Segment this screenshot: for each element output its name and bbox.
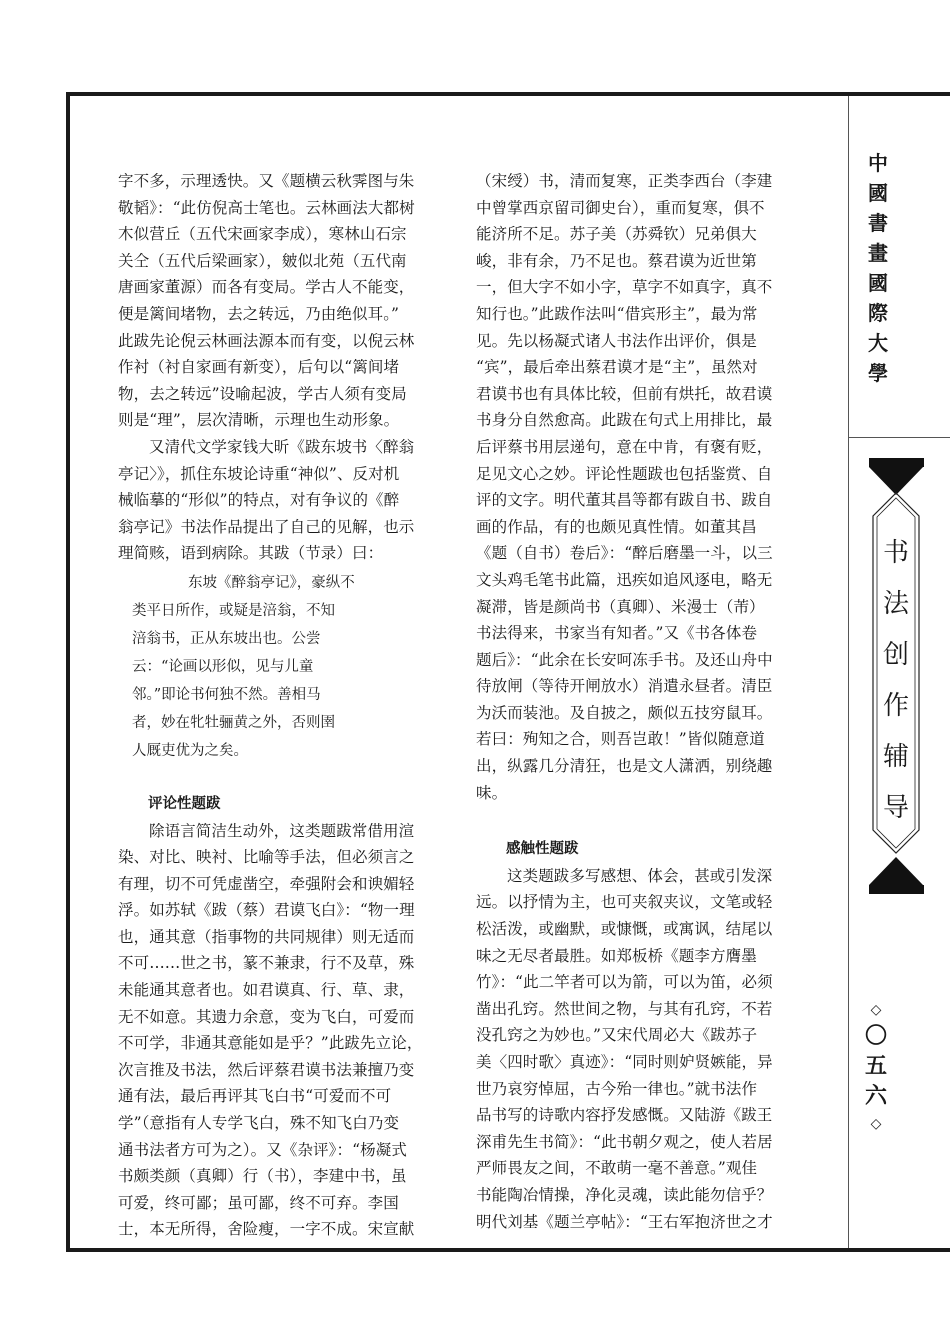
text-line: 敬韬》：“此仿倪高士笔也。云林画法大都树	[118, 198, 415, 217]
text-line: 《题（自书）卷后》：“醉后磨墨一斗，以三	[476, 544, 773, 563]
text-line: 远。以抒情为主，也可夹叙夹议，文笔或轻	[476, 893, 773, 912]
text-line: 士，本无所得，舍险瘦，一字不成。宋宣献	[118, 1220, 415, 1239]
text-line: 字不多，示理透快。又《题横云秋霁图与朱	[118, 172, 415, 190]
left-column	[118, 168, 440, 1243]
text-line: 美〈四时歌〉真迹》：“同时则妒贤嫉能，异	[476, 1053, 773, 1071]
section-heading-emotion: 感触性题跋	[506, 841, 579, 858]
text-line: 又清代文学家钱大昕《跋东坡书〈醉翁	[149, 437, 415, 456]
right-paragraph-1	[476, 168, 798, 806]
text-line: 学”（意指有人专学飞白，殊不知飞白乃变	[118, 1114, 400, 1133]
publisher-char: 學	[868, 361, 888, 385]
text-line: 足见文心之妙。评论性题跋也包括鉴赏、自	[476, 464, 773, 483]
text-line: 通有法，最后再评其飞白书“可爱而不可	[118, 1087, 392, 1106]
section-char: 导	[882, 793, 909, 823]
text-line: 凿出孔窍。然世间之物，与其有孔窍，不若	[476, 999, 773, 1018]
text-line: 则是“理”，层次清晰，示理也生动形象。	[118, 411, 400, 430]
text-line: 明代刘基《题兰亭帖》：“王右军抱济世之才	[476, 1212, 773, 1231]
page-number	[858, 998, 894, 1136]
banner-top-bar	[869, 458, 924, 467]
text-line: 此跋先论倪云林画法源本而有变，以倪云林	[118, 331, 415, 350]
text-line: 这类题跋多写感想、体会，甚或引发深	[507, 866, 773, 885]
text-line: 通书法者方可为之）。又《杂评》：“杨凝式	[118, 1140, 407, 1159]
section-char: 法	[882, 589, 909, 619]
text-line: 作衬（衬自家画有新变），后句以“篱间堵	[118, 358, 400, 377]
banner-bottom-bar	[869, 885, 924, 894]
text-line: 松活泼，或幽默，或慷慨，或寓讽，结尾以	[476, 920, 773, 939]
text-line: 评的文字。明代董其昌等都有跋自书、跋自	[476, 491, 773, 510]
text-line: 类平日所作，或疑是涪翁，不知	[132, 602, 335, 619]
publisher-vertical-title	[858, 148, 898, 388]
text-line: 便是篱间堵物，去之转远，乃由绝似耳。”	[118, 304, 400, 323]
text-line: 有理，切不可凭虚凿空，牵强附会和谀媚轻	[118, 874, 415, 893]
text-line: 凝滞，皆是颜尚书（真卿）、米漫士（芾）	[476, 597, 765, 616]
text-line: 翁亭记》书法作品提出了自己的见解，也示	[118, 517, 415, 536]
text-line: 书颇类颜（真卿）行（书），李建中书，虽	[118, 1167, 407, 1186]
text-line: 知行也。”此跋作法叫“借宾形主”，最为常	[476, 304, 758, 323]
text-line: 君谟书也有具体比较，但前有烘托，故君谟	[476, 384, 773, 403]
section-banner	[872, 492, 920, 854]
publisher-char: 書	[868, 211, 888, 235]
text-line: 一，但大字不如小字，草字不如真字，真不	[476, 278, 773, 297]
text-line: 械临摹的“形似”的特点，对有争议的《醉	[118, 491, 400, 510]
text-line: 画的作品，有的也颇见真性情。如董其昌	[476, 517, 757, 536]
text-line: 不可学，非通其意能如是乎？”此跋先立论，	[118, 1034, 423, 1053]
text-line: 为沃而装池。及自披之，颇似五技穷鼠耳。	[476, 703, 773, 722]
text-line: 可爱，终可鄙；虽可鄙，终不可弃。李国	[118, 1193, 399, 1212]
diamond-icon: ◇	[870, 1116, 882, 1132]
publisher-char: 國	[868, 181, 888, 205]
right-paragraph-2	[476, 863, 798, 1235]
section-char: 创	[882, 640, 909, 670]
text-line: 未能通其意者也。如君谟真、行、草、隶，	[118, 981, 415, 1000]
left-paragraph-3	[118, 818, 440, 1244]
left-quote-block	[118, 569, 440, 765]
text-line: 木似营丘（五代宋画家李成），寒林山石宗	[118, 225, 407, 244]
text-line: 亭记〉》，抓住东坡论诗重“神似”、反对机	[118, 464, 400, 483]
page-number-char: 五	[864, 1054, 887, 1079]
sidebar-separator	[848, 437, 950, 438]
text-line: 严师畏友之间，不敢萌一毫不善意。”观佳	[476, 1159, 758, 1178]
text-line: 不可……世之书，篆不兼隶，行不及草，殊	[118, 954, 415, 973]
text-line: 云：“论画以形似，见与儿童	[132, 658, 314, 675]
text-line: 唐画家董源）而各有变局。学古人不能变，	[118, 278, 415, 297]
text-line: 味之无尽者最胜。如郑板桥《题李方膺墨	[476, 946, 757, 965]
text-line: 书能陶冶情操，净化灵魂，读此能勿信乎？	[476, 1185, 773, 1204]
text-line: 文头鸡毛笔书此篇，迅疾如追风逐电，略无	[476, 570, 773, 589]
text-line: 品书写的诗歌内容抒发感慨。又陆游《跋王	[476, 1106, 773, 1125]
text-line: “宾”，最后牵出蔡君谟才是“主”，虽然对	[476, 358, 758, 377]
section-char: 书	[882, 538, 909, 568]
text-line: 理简赅，语到病除。其跋（节录）曰：	[118, 544, 384, 563]
text-line: 东坡《醉翁亭记》，豪纵不	[188, 574, 355, 591]
diamond-icon: ◇	[870, 1002, 882, 1018]
banner-top-triangle	[869, 467, 923, 495]
text-line: 者，妙在牝牡骊黄之外，否则圉	[132, 714, 335, 731]
text-line: 浮。如苏轼《跋（蔡）君谟飞白》：“物一理	[118, 901, 415, 920]
publisher-char: 際	[868, 301, 888, 325]
page-number-char: 六	[864, 1084, 887, 1109]
section-char: 作	[882, 691, 909, 721]
text-line: 味。	[476, 783, 508, 802]
text-line: 世乃哀穷悼屈，古今殆一律也。”就书法作	[476, 1079, 758, 1098]
text-line: 书身分自然愈高。此跋在句式上用排比，最	[476, 411, 773, 430]
text-line: 邻。”即论书何独不然。善相马	[132, 686, 321, 703]
text-line: 无不如意。其遗力余意，变为飞白，可爱而	[118, 1007, 415, 1026]
text-line: 染、对比、映衬、比喻等手法，但必须言之	[118, 848, 415, 867]
text-line: 人厩吏优为之矣。	[132, 742, 248, 759]
text-line: 出，纵露几分清狂，也是文人潇洒，别绕趣	[476, 757, 773, 776]
text-line: 关仝（五代后梁画家），皴似北苑（五代南	[118, 251, 407, 270]
text-line: 见。先以杨凝式诸人书法作出评价，俱是	[476, 331, 757, 350]
text-line: 后评蔡书用层递句，意在中肯，有褒有贬，	[476, 437, 773, 456]
text-line: 竹》：“此二竿者可以为箭，可以为笛，必须	[476, 973, 773, 992]
left-paragraph-1	[118, 168, 440, 434]
text-line: 书法得来，书家当有知者。”又《书各体卷	[476, 624, 758, 643]
text-line: 次言推及书法，然后评蔡君谟书法兼擅乃变	[118, 1060, 415, 1079]
text-line: 峻，非有余，乃不足也。蔡君谟为近世第	[476, 251, 757, 270]
text-line: 若曰：殉知之合，则吾岂敢！”皆似随意道	[476, 730, 765, 749]
text-line: 除语言简洁生动外，这类题跋常借用渲	[149, 821, 415, 840]
text-line: 待放闸（等待开闸放水）消遣永昼者。清臣	[476, 677, 773, 696]
page-number-char: 〇	[864, 1024, 887, 1049]
text-line: 也，通其意（指事物的共同规律）则无适而	[118, 927, 415, 946]
text-line: 中曾掌西京留司御史台），重而复寒，俱不	[476, 198, 765, 217]
text-line: 能济所不足。苏子美（苏舜钦）兄弟俱大	[476, 225, 757, 244]
left-paragraph-2	[118, 434, 440, 567]
publisher-char: 中	[868, 151, 888, 175]
publisher-char: 國	[868, 271, 888, 295]
publisher-char: 畫	[868, 241, 888, 265]
right-column	[476, 168, 798, 1235]
section-heading-critique: 评论性题跋	[148, 795, 221, 812]
text-line: 题后》：“此余在长安呵冻手书。及还山舟中	[476, 650, 773, 669]
text-line: 深甫先生书简》：“此书朝夕观之，使人若居	[476, 1132, 773, 1151]
text-line: （宋绶）书，清而复寒，正类李西台（李建	[476, 172, 773, 190]
banner-bottom-triangle	[869, 857, 923, 885]
section-char: 辅	[882, 742, 909, 772]
publisher-char: 大	[868, 331, 888, 355]
text-line: 没孔窍之为妙也。”又宋代周必大《跋苏子	[476, 1026, 758, 1045]
text-line: 物，去之转远”设喻起波，学古人须有变局	[118, 384, 407, 403]
text-line: 涪翁书，正从东坡出也。公尝	[132, 630, 321, 647]
sidebar-divider	[848, 96, 849, 1248]
